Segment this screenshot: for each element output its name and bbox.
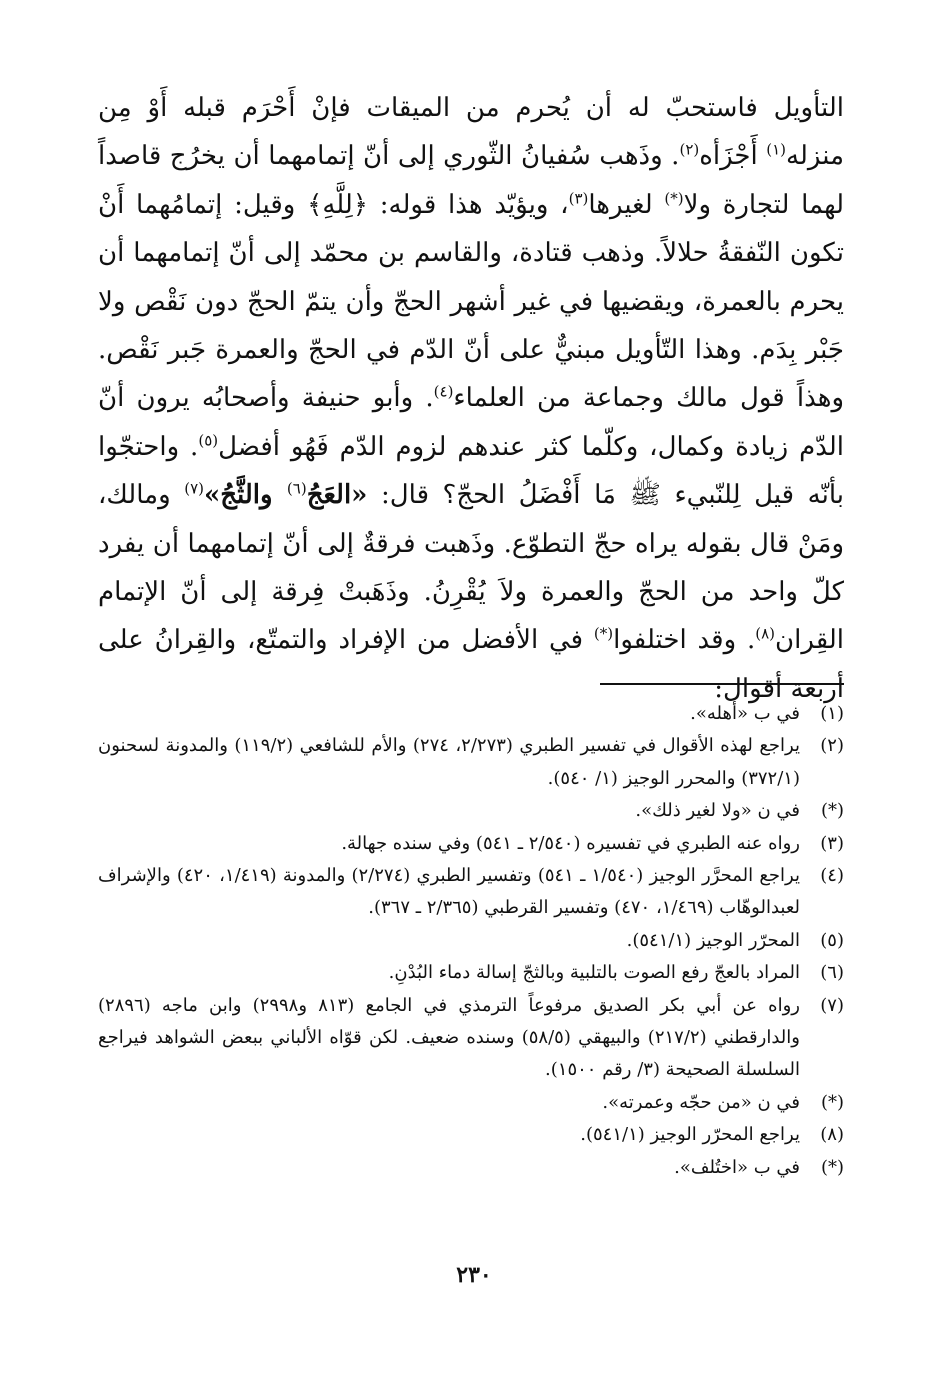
- footnote: [98, 1152, 844, 1184]
- footnote-ref: (٤): [433, 382, 454, 401]
- footnote-text: يراجع المحرّر الوجيز (٥٤١/١).: [580, 1124, 800, 1146]
- footnote-number: (*): [820, 1091, 844, 1113]
- text-run: ومالك، ومَنْ قال بقوله يراه حجّ التطوّع. وذَهبت فرقةٌ إلى أنّ إتمامهما أن يفرد كلّ واحد من الحجّ والعمرة ولاَ يُقْرِنُ. وذَهَبتْ فِرقة إلى أنّ الإتمام القِران: [98, 480, 844, 656]
- text-run: في الأفضل من الإفراد والتمتّع، والقِرانُ على أربعة أقوال:: [98, 625, 844, 704]
- footnote-number: (٢): [820, 735, 844, 757]
- footnote-text: رواه عنه الطبري في تفسيره (٢/٥٤٠ ـ ٥٤١) وفي سنده جهالة.: [341, 832, 800, 854]
- footnote: [98, 925, 844, 957]
- footnote: [98, 795, 844, 827]
- footnote-text: المراد بالعجّ رفع الصوت بالتلبية وبالثجّ إسالة دماء البُدْنِ.: [388, 962, 800, 984]
- text-run: . واحتجّوا بأنّه قيل لِلنّبيء ﷺ مَا أَفْضَلُ الحجّ؟ قال:: [98, 431, 844, 511]
- hadith-quote: والثَّجُ»: [203, 480, 287, 511]
- footnote-ref: (٨): [755, 624, 776, 643]
- footnote-ref: (٣): [568, 189, 589, 208]
- footnote-number: (٦): [820, 962, 844, 984]
- footnote-text: المحرّر الوجيز (٥٤١/١).: [626, 929, 800, 951]
- footnote-number: (٤): [820, 865, 844, 887]
- footnote: [98, 730, 844, 795]
- text-run: . وأبو حنيفة وأصحابُه يرون أنّ الدّم زيادة وكمال، وكلّما كثر عندهم لزوم الدّم فَهُو أفضل: [98, 383, 844, 462]
- footnote-number: (٨): [820, 1124, 844, 1146]
- footnote-number: (٧): [820, 994, 844, 1016]
- footnote-separator: [600, 683, 844, 685]
- footnote: [98, 698, 844, 730]
- footnotes: [98, 698, 844, 1184]
- footnote-number: (٣): [820, 832, 844, 854]
- footnote-ref: (*): [664, 189, 684, 208]
- footnote-text: رواه عن أبي بكر الصديق مرفوعاً الترمذي في الجامع (٨١٣ و٢٩٩٨) وابن ماجه (٢٨٩٦) والدارقطني (٢١٧/٢) والبيهقي (٥٨/٥) وسنده ضعيف. لكن قوّاه الألباني ببعض الشواهد فيراجع السلسلة الصحيحة (٣/ رقم ١٥٠٠).: [98, 994, 800, 1081]
- footnote-text: في ن «من حجّه وعمرته».: [602, 1091, 800, 1113]
- text-run: . وقد اختلفوا: [613, 625, 756, 656]
- footnote-text: في ب «أهله».: [690, 703, 800, 724]
- footnote-text: يراجع لهذه الأقوال في تفسير الطبري (٢/٢٧٣، ٢٧٤) والأم للشافعي (١١٩/٢) والمدونة لسحنون (٣٧٢/١) والمحرر الوجيز (١/ ٥٤٠).: [98, 735, 800, 789]
- text-run: ، ويؤيّد هذا قوله: ﴿لِلَّهِ﴾ وقيل: إتمامُهما أَنْ تكون النّفقةُ حلالاً. وذهب قتادة، والقاسم بن محمّد إلى أنّ إتمامهما أن يحرم بالعمرة، ويقضيها في غير أشهر الحجّ وأن يتمّ الحجّ دون نَقْص ولا جَبْر بِدَم. وهذا التّأويل مبنيٌّ على أنّ الدّم في الحجّ والعمرة جَبر نَقْص. وهذاً قول مالك وجماعة من العلماء: [98, 189, 844, 414]
- footnote-ref: (٧): [184, 479, 204, 498]
- page-number: ٢٣٠: [456, 1262, 492, 1288]
- footnote-ref: (٦): [286, 479, 307, 498]
- footnote: [98, 1087, 844, 1119]
- footnote-number: (١): [820, 703, 844, 724]
- text-run: التأويل فاستحبّ له أن يُحرم من الميقات فإنْ أَحْرَم قبله أَوْ مِن منزله: [98, 93, 844, 172]
- footnote: [98, 990, 844, 1087]
- text-run: لغيرها: [588, 189, 665, 220]
- footnote-ref: (*): [593, 624, 614, 643]
- footnote-ref: (٥): [198, 431, 219, 450]
- footnote-number: (*): [820, 800, 844, 822]
- main-text: [98, 84, 844, 713]
- footnote-text: في ن «ولا لغير ذلك».: [635, 800, 800, 822]
- footnote: [98, 860, 844, 925]
- footnote: [98, 1119, 844, 1151]
- text-run: أَجْزَأه: [699, 141, 767, 172]
- footnote-ref: (٢): [679, 140, 700, 159]
- footnote: [98, 957, 844, 989]
- footnote-text: يراجع المحرَّر الوجيز (١/٥٤٠ ـ ٥٤١) وتفسير الطبري (٢/٢٧٤) والمدونة (١/٤١٩، ٤٢٠) والإشراف لعبدالوهّاب (١/٤٦٩، ٤٧٠) وتفسير القرطبي (٢/٣٦٥ ـ ٣٦٧).: [98, 865, 800, 919]
- text-run: . وذَهب سُفيانُ الثّوري إلى أنّ إتمامهما أن يخرُج قاصداً لهما لتجارة ولا: [98, 141, 844, 220]
- footnote-ref: (١): [766, 140, 787, 159]
- footnote-number: (*): [820, 1156, 844, 1178]
- hadith-quote: «العَجُ: [306, 480, 368, 511]
- main-paragraph: [98, 84, 844, 713]
- footnote-text: في ب «اختُلف».: [674, 1156, 800, 1178]
- footnote: [98, 828, 844, 860]
- footnote-number: (٥): [820, 929, 844, 951]
